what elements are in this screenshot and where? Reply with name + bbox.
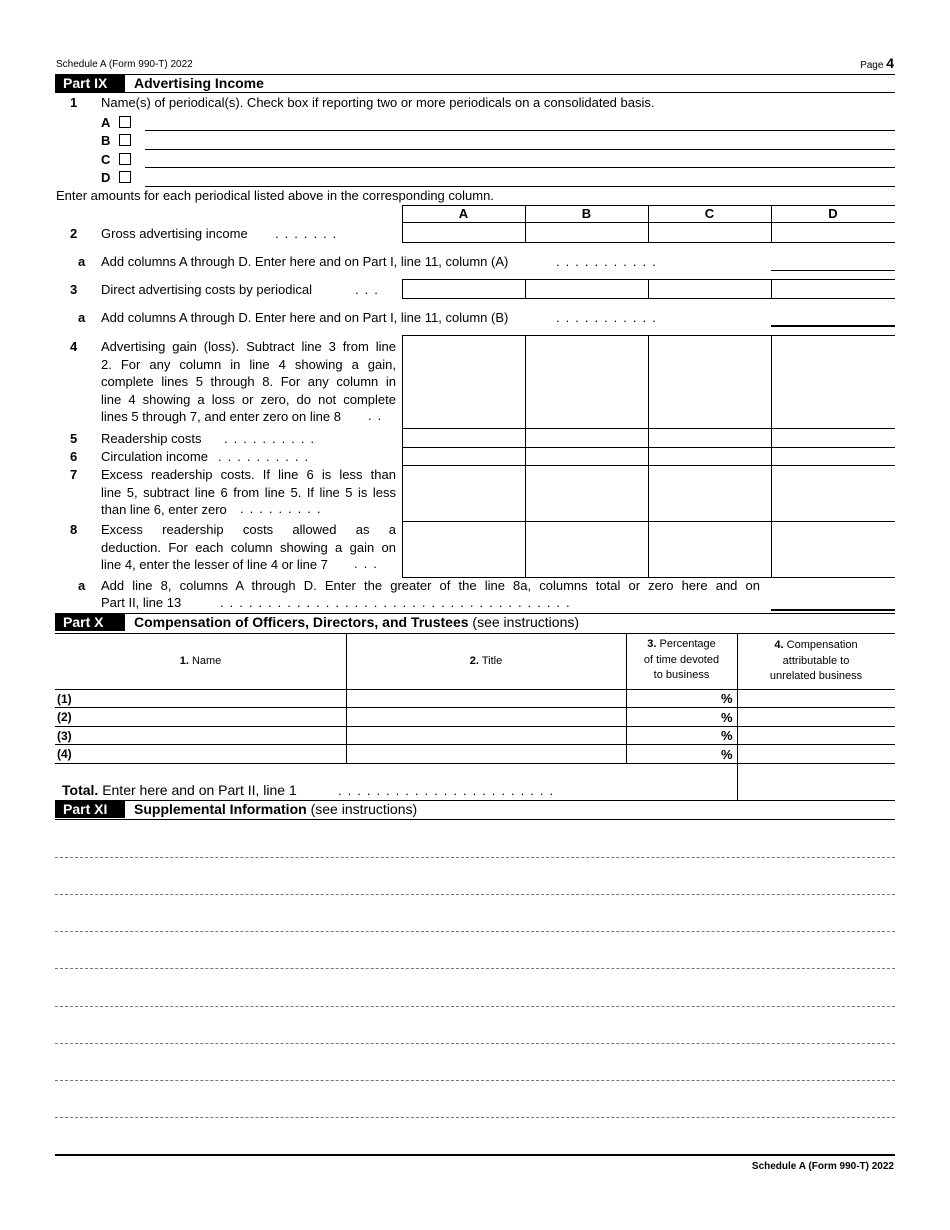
- periodical-c-field[interactable]: [145, 167, 895, 168]
- column-a-header: A: [458, 206, 469, 221]
- line2a-text: Add columns A through D. Enter here and on Part I, line 11, column (A): [101, 254, 509, 269]
- column-compensation-line: Compensation: [786, 639, 858, 651]
- line5-column-d-input[interactable]: [772, 429, 895, 447]
- line4-column-b-input[interactable]: [526, 336, 648, 428]
- line7-column-d-input[interactable]: [772, 466, 895, 521]
- line3-column-b-input[interactable]: [526, 280, 648, 298]
- total-bold-label: Total.: [62, 782, 99, 798]
- line3a-letter: a: [78, 310, 86, 325]
- line3-column-c-input[interactable]: [649, 280, 771, 298]
- line1-text: Name(s) of periodical(s). Check box if reporting two or more periodicals on a consolidated basis.: [101, 95, 655, 110]
- periodical-a-field[interactable]: [145, 130, 895, 131]
- line7-text-line: Excess readership costs. If line 6 is less than: [101, 467, 396, 482]
- part11-title-bold: Supplemental Information: [134, 801, 307, 817]
- line6-column-a-input[interactable]: [403, 448, 525, 465]
- page-number: 4: [886, 55, 894, 71]
- writing-line: [55, 1043, 895, 1044]
- periodical-d-field[interactable]: [145, 186, 895, 187]
- officer-compensation-input[interactable]: [738, 690, 895, 707]
- column-percentage-line: of time devoted: [643, 653, 720, 666]
- line2a-letter: a: [78, 254, 86, 269]
- part11-label: Part XI: [55, 801, 125, 818]
- column-c-header: C: [704, 206, 715, 221]
- periodical-c-checkbox[interactable]: [119, 153, 131, 165]
- column-d-header: D: [828, 206, 838, 221]
- column-name-number: 1.: [179, 655, 189, 667]
- total-line: [62, 782, 297, 798]
- officer-name-input[interactable]: [80, 708, 346, 726]
- officer-title-input[interactable]: [347, 708, 626, 726]
- column-percentage-line: to business: [653, 669, 710, 681]
- leader-dots: ..: [368, 408, 388, 423]
- officer-name-input[interactable]: [80, 745, 346, 763]
- line2-column-c-input[interactable]: [649, 223, 771, 242]
- officer-title-input[interactable]: [347, 690, 626, 707]
- line3-column-d-input[interactable]: [772, 280, 895, 298]
- part11-title: [134, 801, 417, 818]
- line7-text-line: line 5, subtract line 6 from line 5. If line 5 is less: [101, 484, 396, 500]
- column-title-number: 2.: [469, 655, 479, 667]
- footer-form-identifier: Schedule A (Form 990-T) 2022: [751, 1161, 894, 1172]
- line4-number: 4: [70, 339, 78, 354]
- line4-text-line: Advertising gain (loss). Subtract line 3 from line: [101, 339, 396, 354]
- officer-compensation-input[interactable]: [738, 708, 895, 726]
- leader-dots: ...: [354, 556, 383, 571]
- writing-line: [55, 1006, 895, 1007]
- column-percentage-line: Percentage: [659, 638, 716, 650]
- officer-percentage-input[interactable]: [627, 745, 722, 763]
- line3-text: Direct advertising costs by periodical: [101, 282, 312, 297]
- total-text: Enter here and on Part II, line 1: [102, 782, 297, 798]
- column-compensation-number: 4.: [774, 639, 784, 651]
- percent-sign: %: [721, 728, 733, 743]
- row-number: (3): [57, 729, 72, 743]
- line4-column-c-input[interactable]: [649, 336, 771, 428]
- column-percentage-header: [626, 637, 737, 684]
- line8-text-line: deduction. For each column showing a gain on: [101, 539, 396, 555]
- periodical-a-label: A: [101, 115, 111, 130]
- part9-label: Part IX: [55, 75, 125, 92]
- line8-text-line: Excess readership costs allowed as a: [101, 522, 396, 537]
- line5-column-a-input[interactable]: [403, 429, 525, 447]
- periodical-b-field[interactable]: [145, 149, 895, 150]
- page-label: Page: [860, 60, 884, 71]
- line5-column-b-input[interactable]: [526, 429, 648, 447]
- line6-text: Circulation income: [101, 449, 208, 464]
- part9-title: Advertising Income: [134, 75, 264, 91]
- officer-percentage-input[interactable]: [627, 727, 722, 744]
- percent-sign: %: [721, 710, 733, 725]
- line7-number: 7: [70, 467, 78, 482]
- leader-dots: ..........: [224, 431, 321, 446]
- column-name-label: Name: [191, 655, 222, 667]
- line6-number: 6: [70, 449, 78, 464]
- line7-column-b-input[interactable]: [526, 466, 648, 521]
- part10-title-bold: Compensation of Officers, Directors, and Trustees: [134, 614, 469, 630]
- line5-text: Readership costs: [101, 431, 202, 446]
- percent-sign: %: [721, 691, 733, 706]
- line4-column-d-input[interactable]: [772, 336, 895, 428]
- column-percentage-number: 3.: [647, 638, 657, 650]
- percent-sign: %: [721, 747, 733, 762]
- line4-text-line: complete lines 5 through 8. For any column in: [101, 374, 396, 389]
- line2-column-d-input[interactable]: [772, 223, 895, 242]
- line4-text-line: 2. For any column in line 4 showing a gain,: [101, 356, 396, 372]
- line4-text-line: line 4 showing a loss or zero, do not complete: [101, 391, 396, 407]
- officer-percentage-input[interactable]: [627, 690, 722, 707]
- part11-header-rule: [55, 819, 895, 820]
- leader-dots: ...........: [556, 254, 662, 269]
- periodical-a-checkbox[interactable]: [119, 116, 131, 128]
- column-compensation-header: [737, 638, 895, 685]
- enter-amounts-instruction: Enter amounts for each periodical listed above in the corresponding column.: [56, 188, 494, 203]
- row-number: (1): [57, 692, 72, 706]
- leader-dots: ...: [355, 282, 384, 297]
- periodical-c-label: C: [101, 152, 111, 167]
- leader-dots: ...........: [556, 310, 662, 325]
- line8a-total-field[interactable]: [771, 609, 895, 611]
- column-title-header: [346, 653, 626, 669]
- line4-text: [101, 338, 396, 426]
- column-title-label: Title: [481, 655, 503, 667]
- officer-compensation-input[interactable]: [738, 727, 895, 744]
- line8-text: [101, 521, 396, 574]
- part10-header-rule: [55, 633, 895, 634]
- periodical-d-label: D: [101, 170, 111, 185]
- line7-text-line: than line 6, enter zero: [101, 502, 227, 517]
- page-indicator: [860, 55, 894, 74]
- line5-number: 5: [70, 431, 78, 446]
- periodical-b-checkbox[interactable]: [119, 134, 131, 146]
- leader-dots: .......................: [338, 783, 560, 798]
- line3-bottom-rule: [402, 298, 895, 299]
- part10-label: Part X: [55, 614, 125, 631]
- line8-number: 8: [70, 522, 78, 537]
- line4-text-line: lines 5 through 7, and enter zero on line 8: [101, 409, 341, 424]
- periodical-d-checkbox[interactable]: [119, 171, 131, 183]
- column-compensation-line: attributable to: [782, 654, 850, 667]
- officer-compensation-input[interactable]: [738, 745, 895, 763]
- leader-dots: .......: [275, 226, 343, 241]
- column-b-header: B: [581, 206, 592, 221]
- periodical-b-label: B: [101, 133, 111, 148]
- officer-name-input[interactable]: [80, 690, 346, 707]
- writing-line: [55, 1117, 895, 1118]
- line8a-text-line: Add line 8, columns A through D. Enter the greater of the line 8a, columns total or zero here and on: [101, 578, 760, 593]
- part10-title-note: (see instructions): [472, 614, 580, 630]
- leader-dots: .........: [240, 501, 327, 516]
- line6-column-b-input[interactable]: [526, 448, 648, 465]
- total-compensation-input[interactable]: [738, 764, 895, 800]
- line3a-total-field[interactable]: [771, 325, 895, 327]
- writing-line: [55, 857, 895, 858]
- line2-number: 2: [70, 226, 78, 241]
- line1-number: 1: [70, 95, 78, 110]
- column-name-header: [55, 653, 346, 669]
- line7-column-a-input[interactable]: [403, 466, 525, 521]
- line2-column-a-input[interactable]: [403, 223, 525, 242]
- line2-column-b-input[interactable]: [526, 223, 648, 242]
- line4-column-a-input[interactable]: [403, 336, 525, 428]
- column-compensation-line: unrelated business: [769, 670, 863, 682]
- row-number: (4): [57, 747, 72, 761]
- line6-column-c-input[interactable]: [649, 448, 771, 465]
- form-identifier: Schedule A (Form 990-T) 2022: [56, 59, 193, 70]
- line2-bottom-rule: [402, 242, 895, 243]
- line6-column-d-input[interactable]: [772, 448, 895, 465]
- officer-percentage-input[interactable]: [627, 708, 722, 726]
- leader-dots: ..........: [218, 449, 315, 464]
- line3a-text: Add columns A through D. Enter here and on Part I, line 11, column (B): [101, 310, 509, 325]
- officer-name-input[interactable]: [80, 727, 346, 744]
- line8-column-c-input[interactable]: [649, 522, 771, 577]
- footer-rule: [55, 1154, 895, 1156]
- line3-column-a-input[interactable]: [403, 280, 525, 298]
- officer-title-input[interactable]: [347, 745, 626, 763]
- writing-line: [55, 1080, 895, 1081]
- line8-column-d-input[interactable]: [772, 522, 895, 577]
- line7-column-c-input[interactable]: [649, 466, 771, 521]
- leader-dots: .....................................: [220, 595, 576, 610]
- writing-line: [55, 894, 895, 895]
- line5-column-c-input[interactable]: [649, 429, 771, 447]
- line2-text: Gross advertising income: [101, 226, 248, 241]
- writing-line: [55, 968, 895, 969]
- writing-line: [55, 931, 895, 932]
- line8a-text: [101, 577, 760, 595]
- part11-title-note: (see instructions): [310, 801, 418, 817]
- line8-text-line: line 4, enter the lesser of line 4 or line 7: [101, 557, 328, 572]
- officer-title-input[interactable]: [347, 727, 626, 744]
- line2a-total-field[interactable]: [771, 270, 895, 271]
- line8a-text-line2: Part II, line 13: [101, 595, 182, 610]
- part10-title: [134, 614, 579, 631]
- part9-header-rule: [55, 92, 895, 93]
- line3-number: 3: [70, 282, 78, 297]
- line8-column-b-input[interactable]: [526, 522, 648, 577]
- line8a-letter: a: [78, 578, 86, 593]
- row-number: (2): [57, 710, 72, 724]
- line8-column-a-input[interactable]: [403, 522, 525, 577]
